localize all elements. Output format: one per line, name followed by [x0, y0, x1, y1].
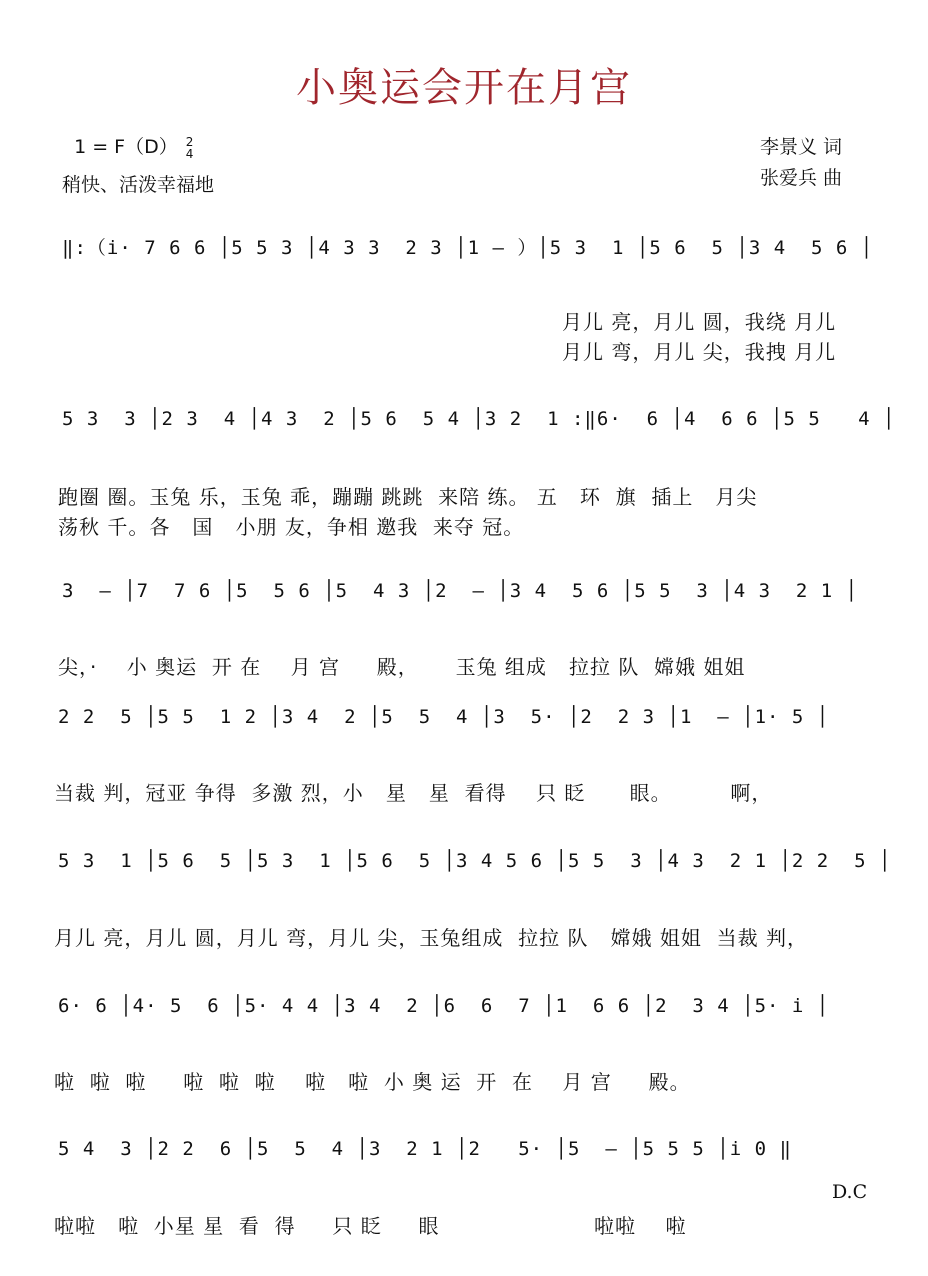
song-title: 小奥运会开在月宫	[296, 65, 632, 111]
lyricist-credit: 李景义 词	[760, 136, 843, 158]
notation-line-7: 5 4 3 │2 2 6 │5 5 4 │3 2 1 │2 5· │5 – │5 5 5 │i 0 ‖	[58, 1138, 792, 1160]
notation-line-6: 6· 6 │4· 5 6 │5· 4 4 │3 4 2 │6 6 7 │1 6 6 │2 3 4 │5· i │	[58, 995, 830, 1017]
lyric-line-4: 当裁 判，冠亚 争得 多激 烈，小 星 星 看得 只 眨 眼。 啊，	[54, 781, 773, 805]
key-signature-line	[62, 110, 193, 160]
notation-line-4: 2 2 5 │5 5 1 2 │3 4 2 │5 5 4 │3 5· │2 2 3 │1 – │1· 5 │	[58, 706, 830, 728]
notation-line-5: 5 3 1 │5 6 5 │5 3 1 │5 6 5 │3 4 5 6 │5 5 3 │4 3 2 1 │2 2 5 │	[58, 850, 892, 872]
notation-line-1: ‖:（i· 7 6 6 │5 5 3 │4 3 3 2 3 │1 – ）│5 3 1 │5 6 5 │3 4 5 6 │	[62, 237, 874, 259]
lyric-line-3: 尖，· 小 奥运 开 在 月 宫 殿， 玉兔 组成 拉拉 队 嫦娥 姐姐	[58, 655, 746, 679]
lyric-line-7: 啦啦 啦 小星 星 看 得 只 眨 眼 啦啦 啦	[54, 1214, 687, 1238]
composer-credit: 张爱兵 曲	[760, 167, 843, 189]
tempo-marking: 稍快、活泼幸福地	[62, 174, 215, 196]
time-signature-bottom: 4	[185, 146, 194, 161]
lyric-line-5: 月儿 亮，月儿 圆，月儿 弯，月儿 尖，玉兔组成 拉拉 队 嫦娥 姐姐 当裁 判，	[54, 926, 809, 950]
lyric-line-6: 啦 啦 啦 啦 啦 啦 啦 啦 小 奥 运 开 在 月 宫 殿。	[54, 1070, 691, 1094]
notation-line-2: 5 3 3 │2 3 4 │4 3 2 │5 6 5 4 │3 2 1 :‖6· 6 │4 6 6 │5 5 4 │	[62, 408, 896, 430]
time-signature-top: 2	[185, 134, 194, 149]
lyric-line-1a: 月儿 亮，月儿 圆，我绕 月儿	[562, 310, 837, 334]
lyric-line-1b: 月儿 弯，月儿 尖，我拽 月儿	[562, 340, 837, 364]
key-signature: 1 = F（D）	[74, 136, 178, 158]
lyric-line-2a: 跑圈 圈。玉兔 乐，玉兔 乖，蹦蹦 跳跳 来陪 练。 五 环 旗 插上 月尖	[58, 485, 758, 509]
time-signature	[186, 136, 194, 160]
notation-line-3: 3 – │7 7 6 │5 5 6 │5 4 3 │2 – │3 4 5 6 │5 5 3 │4 3 2 1 │	[62, 580, 859, 602]
lyric-line-2b: 荡秋 千。各 国 小朋 友，争相 邀我 来夺 冠。	[58, 515, 525, 539]
dc-marking: D.C	[832, 1181, 868, 1203]
